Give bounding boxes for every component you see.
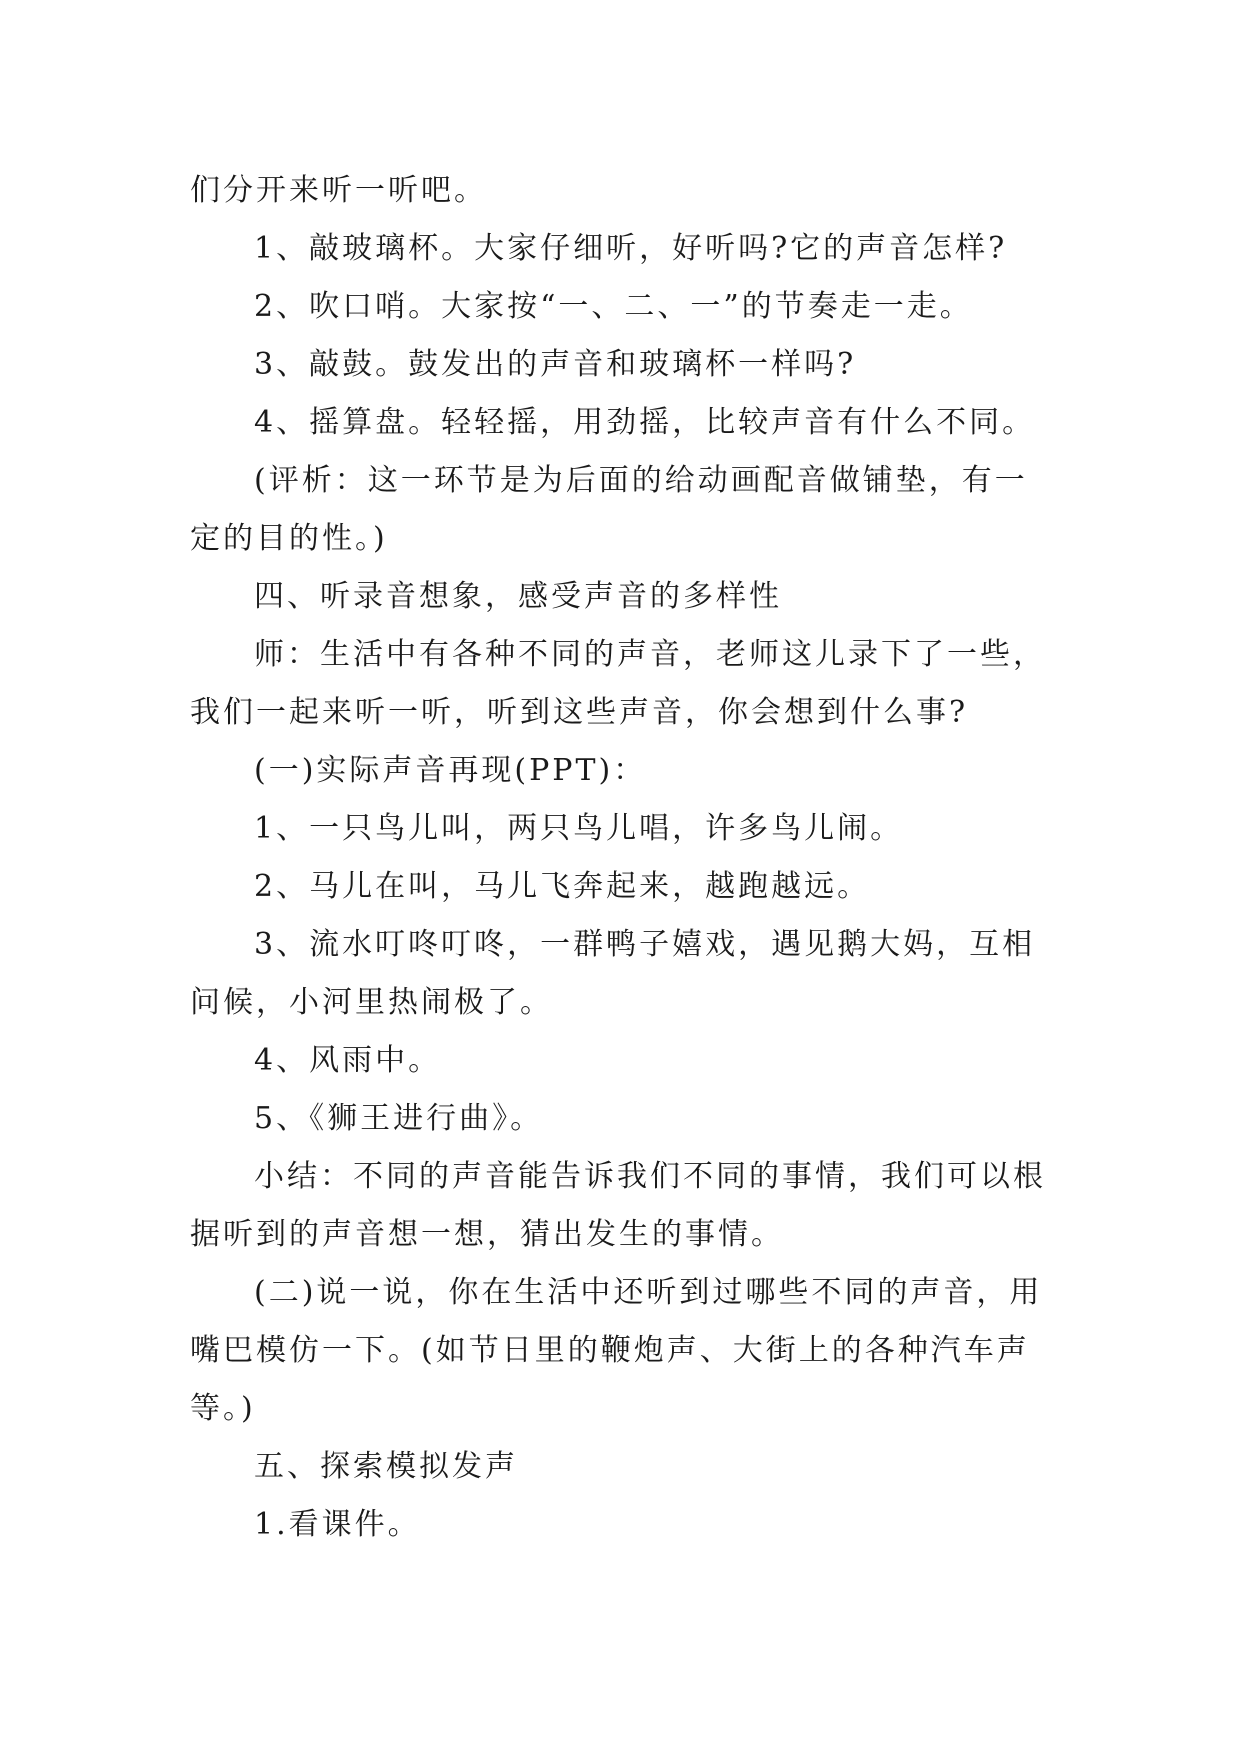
text-line: 1、敲玻璃杯。大家仔细听，好听吗?它的声音怎样? <box>254 231 1008 266</box>
text-line: 1.看课件。 <box>254 1507 421 1542</box>
text-line: 们分开来听一听吧。 <box>190 173 487 208</box>
text-line: 3、流水叮咚叮咚，一群鸭子嬉戏，遇见鹅大妈，互相 <box>254 927 1036 962</box>
text-line: 2、吹口哨。大家按“一、二、一”的节奏走一走。 <box>254 289 973 324</box>
text-line: 等。) <box>190 1391 256 1426</box>
text-line: 据听到的声音想一想，猜出发生的事情。 <box>190 1217 784 1252</box>
text-line: 定的目的性。) <box>190 521 388 556</box>
text-line: 师：生活中有各种不同的声音，老师这儿录下了一些， <box>254 637 1046 672</box>
text-line: 3、敲鼓。鼓发出的声音和玻璃杯一样吗? <box>254 347 857 382</box>
document-body <box>190 162 1070 1554</box>
subsection-heading: (一)实际声音再现(PPT)： <box>254 753 647 788</box>
section-heading: 五、探索模拟发声 <box>254 1449 518 1484</box>
section-heading: 四、听录音想象，感受声音的多样性 <box>254 579 782 614</box>
text-line: 1、一只鸟儿叫，两只鸟儿唱，许多鸟儿闹。 <box>254 811 904 846</box>
subsection-heading: (二)说一说，你在生活中还听到过哪些不同的声音，用 <box>254 1275 1043 1310</box>
text-line: (评析：这一环节是为后面的给动画配音做铺垫，有一 <box>254 463 1028 498</box>
text-line: 4、风雨中。 <box>254 1043 442 1078</box>
text-line: 小结：不同的声音能告诉我们不同的事情，我们可以根 <box>254 1159 1046 1194</box>
text-line: 2、马儿在叫，马儿飞奔起来，越跑越远。 <box>254 869 871 904</box>
text-line: 4、摇算盘。轻轻摇，用劲摇，比较声音有什么不同。 <box>254 405 1036 440</box>
text-line: 我们一起来听一听，听到这些声音，你会想到什么事? <box>190 695 969 730</box>
text-line: 问候，小河里热闹极了。 <box>190 985 553 1020</box>
text-line: 5、《狮王进行曲》。 <box>254 1101 544 1136</box>
text-line: 嘴巴模仿一下。(如节日里的鞭炮声、大街上的各种汽车声 <box>190 1333 1030 1368</box>
